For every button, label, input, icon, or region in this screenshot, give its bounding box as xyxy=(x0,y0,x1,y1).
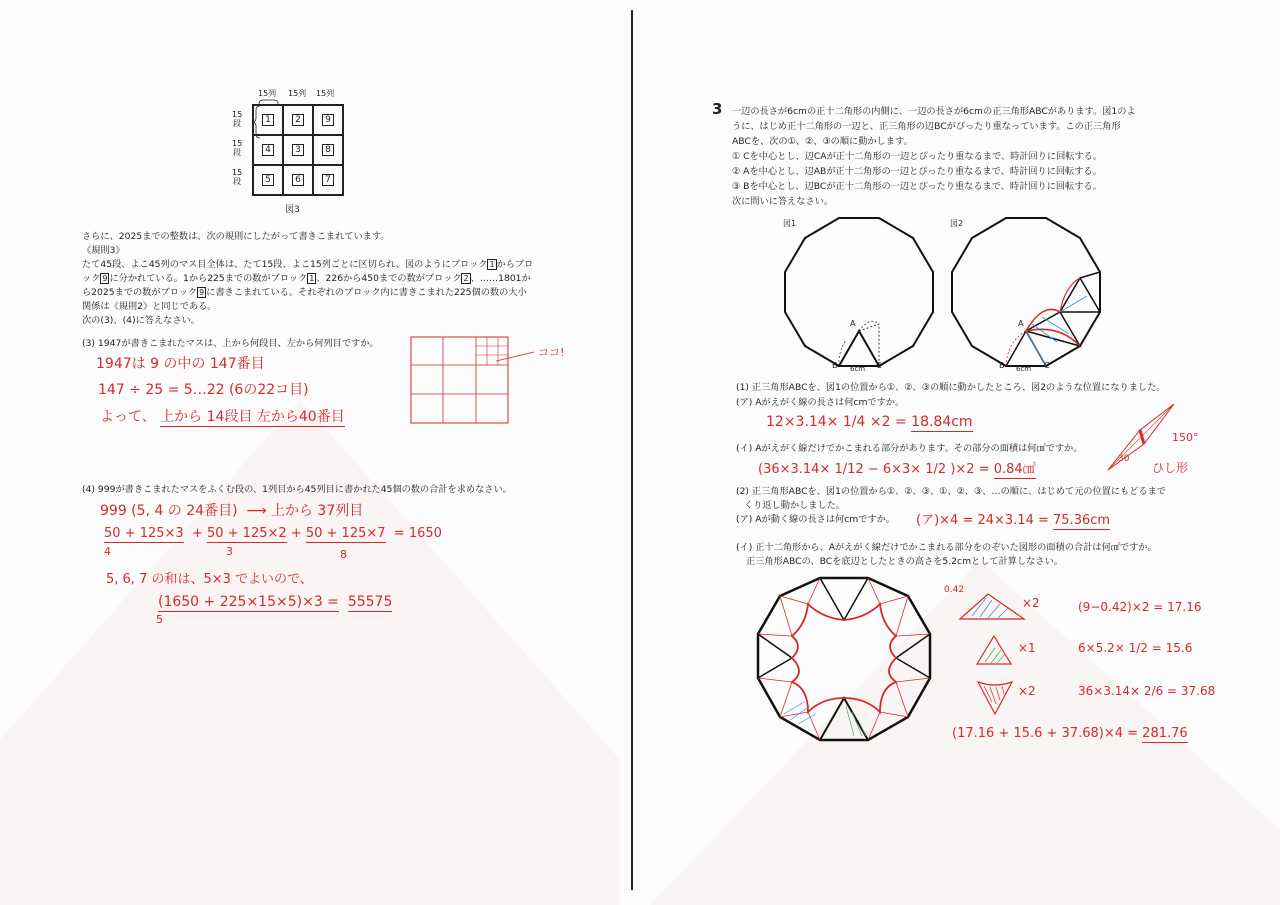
rule-title: 《規則3》 xyxy=(82,245,125,256)
block-cell: 5 xyxy=(253,165,283,195)
sector-shape xyxy=(976,678,1016,718)
row-label: 15 段 xyxy=(232,139,243,157)
col-label: 15列 xyxy=(316,89,335,98)
handwritten-answer: 5, 6, 7 の和は、5×3 でよいので、 xyxy=(106,572,313,587)
handwritten-tag: 8 xyxy=(340,548,347,561)
vertex-label: A xyxy=(1018,319,1024,328)
problem-text: ① Cを中心とし、辺CAが正十二角形の一辺とぴったり重なるまで、時計回りに回転する。 xyxy=(732,151,1103,162)
rule-line: ック 9 に分かれている。1から225までの数がブロック 1 、226から450までの数がブロック 2 、……1801か xyxy=(82,273,531,284)
grid-sketch xyxy=(410,336,550,426)
block-cell: 8 xyxy=(313,135,343,165)
figure-caption: 図3 xyxy=(285,205,300,215)
block-cell: 7 xyxy=(313,165,343,195)
figure-2-dodecagon xyxy=(947,212,1107,377)
problem-number: 3 xyxy=(712,100,723,118)
question-3: (3) 1947が書きこまれたマスは、上から何段目、左から何列目ですか。 xyxy=(82,338,379,349)
figure-1-dodecagon xyxy=(780,212,940,377)
handwritten-answer: (9−0.42)×2 = 17.16 xyxy=(1078,600,1202,614)
handwritten-tag: 4 xyxy=(104,545,111,558)
handwritten-answer: (17.16 + 15.6 + 37.68)×4 = 281.76 xyxy=(952,726,1188,741)
block-grid xyxy=(252,104,344,196)
handwritten-answer: (1650 + 225×15×5)×3 = 55575 xyxy=(158,594,393,610)
question-1: (1) 正三角形ABCを、図1の位置から①、②、③の順に動かしたところ、図2のような位置になりました。 xyxy=(736,382,1166,393)
handwritten-answer: (ア)×4 = 24×3.14 = 75.36cm xyxy=(916,513,1111,528)
length-label: 6cm xyxy=(1016,365,1032,373)
problem-text: 一辺の長さが6cmの正十二角形の内側に、一辺の長さが6cmの正三角形ABCがあります。図1のよ xyxy=(732,106,1136,117)
handwritten-note: 0.42 xyxy=(944,585,965,595)
handwritten-answer: よって、 上から 14段目 左から40番目 xyxy=(100,409,345,425)
handwritten-note: ×2 xyxy=(1018,684,1036,698)
handwritten-answer: 36×3.14× 2/6 = 37.68 xyxy=(1078,684,1216,698)
question-1a: (ア) Aがえがく線の長さは何cmですか。 xyxy=(736,397,905,408)
block-cell: 2 xyxy=(283,105,313,135)
vertex-label: C xyxy=(876,361,882,370)
figure-label: 図1 xyxy=(783,219,797,228)
block-cell: 3 xyxy=(283,135,313,165)
handwritten-answer: 12×3.14× 1/4 ×2 = 18.84cm xyxy=(766,414,973,430)
block-cell: 4 xyxy=(253,135,283,165)
vertex-label: C xyxy=(1044,361,1050,370)
col-label: 15列 xyxy=(258,89,277,98)
figure-label: 図2 xyxy=(950,219,964,228)
row-label: 15 段 xyxy=(232,168,243,186)
problem-text: うに、はじめ正十二角形の一辺と、正三角形の辺BCがぴったり重なっています。この正三角形 xyxy=(732,121,1121,132)
handwritten-note: 150° xyxy=(1172,431,1199,444)
problem-text: ABCを、次の①、②、③の順に動かします。 xyxy=(732,136,913,147)
problem-text: ② Aを中心とし、辺ABが正十二角形の一辺とぴったり重なるまで、時計回りに回転する。 xyxy=(732,166,1102,177)
instruction-text: 次の(3)、(4)に答えなさい。 xyxy=(82,315,200,326)
vertex-label: A xyxy=(850,319,856,328)
problem-text: 次に問いに答えなさい。 xyxy=(732,196,834,207)
handwritten-tag: 3 xyxy=(226,545,233,558)
question-2-cont: くり返し動かしました。 xyxy=(744,500,846,511)
length-label: 6cm xyxy=(850,365,866,373)
handwritten-answer: 147 ÷ 25 = 5…22 (6の22コ目) xyxy=(98,382,309,398)
handwritten-tag: 5 xyxy=(156,613,163,626)
solution-dodecagon xyxy=(754,574,934,746)
handwritten-note: ココ! xyxy=(538,346,565,359)
triangle-shape xyxy=(975,634,1015,666)
rule-line: たて45段、よこ45列のマス目全体は、たて15段、よこ15列ごとに区切られ、図のようにブロック 1 からブロ xyxy=(82,259,534,270)
question-1b: (イ) Aがえがく線だけでかこまれる部分があります。その部分の面積は何㎠ですか。 xyxy=(736,443,1083,454)
block-cell: 1 xyxy=(253,105,283,135)
page-divider xyxy=(631,10,633,890)
handwritten-note: 30 xyxy=(1118,454,1130,464)
vertex-label: B xyxy=(832,361,838,370)
row-label: 15 段 xyxy=(232,110,243,128)
question-2i: (イ) 正十二角形から、Aがえがく線だけでかこまれる部分をのぞいた図形の面積の合計は何㎠ですか。 xyxy=(736,542,1157,553)
rule-line: 関係は《規則2》と同じである。 xyxy=(82,301,217,312)
intro-text: さらに、2025までの整数は、次の規則にしたがって書きこまれています。 xyxy=(82,231,390,242)
question-2i-cont: 正三角形ABCの、BCを底辺としたときの高さを5.2cmとして計算しなさい。 xyxy=(746,556,1063,567)
handwritten-note: ひし形 xyxy=(1152,461,1189,475)
block-cell: 9 xyxy=(313,105,343,135)
rule-line: ら2025までの数がブロック 9 に書きこまれている。それぞれのブロック内に書きこまれた225個の数の大小 xyxy=(82,287,527,298)
col-label: 15列 xyxy=(288,89,307,98)
segment-shape xyxy=(958,592,1028,622)
handwritten-answer: (36×3.14× 1/12 − 6×3× 1/2 )×2 = 0.84㎠ xyxy=(758,462,1036,477)
handwritten-answer: 999 (5, 4 の 24番目) ⟶ 上から 37列目 xyxy=(100,503,364,519)
vertex-label: B xyxy=(999,361,1005,370)
handwritten-note: ×2 xyxy=(1022,596,1040,610)
handwritten-answer: 1947は 9 の中の 147番目 xyxy=(96,356,265,372)
problem-text: ③ Bを中心とし、辺BCが正十二角形の一辺とぴったり重なるまで、時計回りに回転する。 xyxy=(732,181,1102,192)
question-4: (4) 999が書きこまれたマスをふくむ段の、1列目から45列目に書かれた45個の数の合計を求めなさい。 xyxy=(82,484,512,495)
handwritten-answer: 50 + 125×3 + 50 + 125×2 + 50 + 125×7 = 1650 xyxy=(104,526,442,541)
handwritten-answer: 6×5.2× 1/2 = 15.6 xyxy=(1078,641,1193,655)
question-2a: (ア) Aが動く線の長さは何cmですか。 xyxy=(736,514,895,525)
question-2: (2) 正三角形ABCを、図1の位置から①、②、③、①、②、③、…の順に、はじめて元の位置にもどるまで xyxy=(736,486,1166,497)
handwritten-note: ×1 xyxy=(1018,641,1036,655)
block-cell: 6 xyxy=(283,165,313,195)
